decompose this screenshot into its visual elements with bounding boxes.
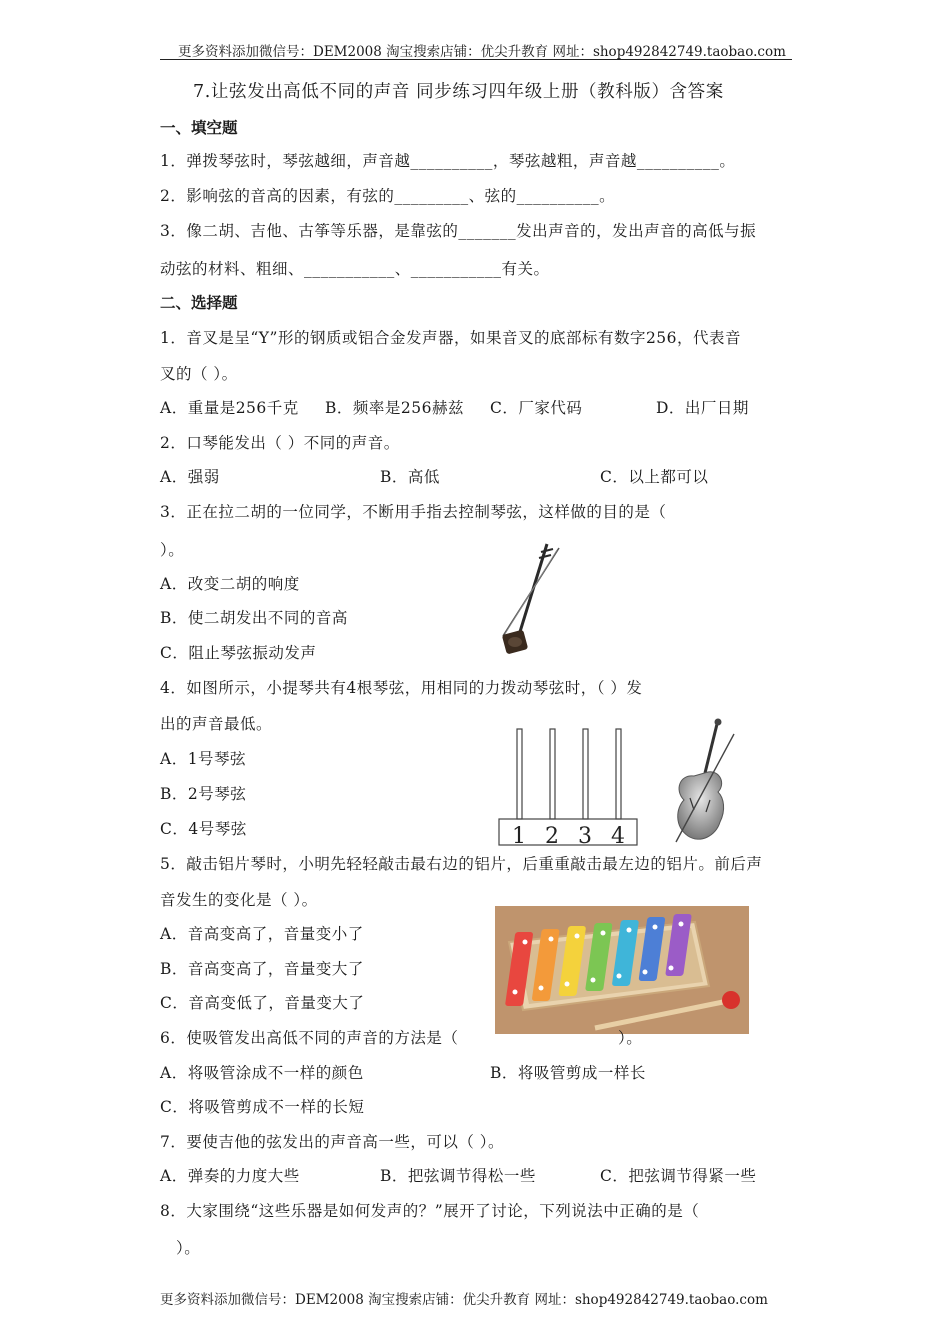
q6-option-a: A．将吸管涂成不一样的颜色 — [160, 1064, 364, 1082]
xylophone-image — [495, 906, 749, 1034]
q3-option-c: C．阻止琴弦振动发声 — [160, 644, 317, 662]
q5-option-a: A．音高变高了，音量变小了 — [160, 925, 364, 943]
string-label-4: 4 — [611, 824, 625, 849]
q1-option-c: C．厂家代码 — [490, 399, 583, 417]
choice-question-8-line1: 8．大家围绕“这些乐器是如何发声的？”展开了讨论，下列说法中正确的是（ — [160, 1202, 700, 1220]
q6-option-c: C．将吸管剪成不一样的长短 — [160, 1098, 365, 1116]
q5-option-b: B．音高变高了，音量变大了 — [160, 960, 364, 978]
q2-option-b: B．高低 — [380, 468, 440, 486]
page-footer: 更多资料添加微信号：DEM2008 淘宝搜索店铺：优尖升教育 网址：shop492842749.taobao.com — [160, 1292, 768, 1308]
page-header: 更多资料添加微信号：DEM2008 淘宝搜索店铺：优尖升教育 网址：shop492842749.taobao.com — [178, 44, 786, 60]
choice-question-4-line1: 4．如图所示，小提琴共有4根琴弦，用相同的力拨动琴弦时，（ ）发 — [160, 679, 643, 697]
violin-strings-diagram — [495, 725, 640, 850]
choice-question-3-line1: 3．正在拉二胡的一位同学，不断用手指去控制琴弦，这样做的目的是（ — [160, 503, 667, 521]
page-title: 7.让弦发出高低不同的声音 同步练习四年级上册（教科版）含答案 — [193, 82, 724, 102]
string-label-3: 3 — [578, 824, 592, 849]
q6-option-b: B．将吸管剪成一样长 — [490, 1064, 646, 1082]
q2-option-c: C．以上都可以 — [600, 468, 709, 486]
q3-option-a: A．改变二胡的响度 — [160, 575, 300, 593]
fill-question-1: 1．弹拨琴弦时，琴弦越细，声音越__________，琴弦越粗，声音越__________。 — [160, 152, 736, 170]
choice-question-4-line2: 出的声音最低。 — [160, 715, 273, 733]
fill-question-2: 2．影响弦的音高的因素，有弦的_________、弦的__________。 — [160, 187, 616, 205]
q1-option-b: B．频率是256赫兹 — [325, 399, 464, 417]
choice-question-7: 7．要使吉他的弦发出的声音高一些，可以（ ）。 — [160, 1133, 505, 1151]
q4-option-a: A．1号琴弦 — [160, 750, 247, 768]
q5-option-c: C．音高变低了，音量变大了 — [160, 994, 365, 1012]
q7-option-b: B．把弦调节得松一些 — [380, 1167, 536, 1185]
section-heading-choice: 二、选择题 — [160, 294, 238, 312]
q3-option-b: B．使二胡发出不同的音高 — [160, 609, 348, 627]
erhu-image — [495, 540, 570, 665]
q1-option-d: D．出厂日期 — [656, 399, 749, 417]
q4-option-b: B．2号琴弦 — [160, 785, 247, 803]
header-divider — [160, 59, 792, 60]
choice-question-2: 2．口琴能发出（ ）不同的声音。 — [160, 434, 400, 452]
violin-image — [660, 718, 745, 848]
string-label-1: 1 — [512, 824, 526, 849]
choice-question-5-line1: 5．敲击铝片琴时，小明先轻轻敲击最右边的铝片，后重重敲击最左边的铝片。前后声 — [160, 855, 763, 873]
choice-question-6-text: 6．使吸管发出高低不同的声音的方法是（ — [160, 1029, 459, 1047]
choice-question-8-line2: ）。 — [176, 1239, 201, 1257]
choice-question-3-line2: ）。 — [160, 541, 185, 559]
q7-option-a: A．弹奏的力度大些 — [160, 1167, 300, 1185]
fill-question-3-line2: 动弦的材料、粗细、___________、___________有关。 — [160, 260, 550, 278]
choice-question-1-line2: 叉的（ ）。 — [160, 365, 238, 383]
choice-question-5-line2: 音发生的变化是（ ）。 — [160, 891, 318, 909]
choice-question-1-line1: 1．音叉是呈“Y”形的钢质或铝合金发声器，如果音叉的底部标有数字256，代表音 — [160, 329, 742, 347]
q4-option-c: C．4号琴弦 — [160, 820, 247, 838]
q1-option-a: A．重量是256千克 — [160, 399, 299, 417]
q7-option-c: C．把弦调节得紧一些 — [600, 1167, 757, 1185]
section-heading-fill-in: 一、填空题 — [160, 119, 238, 137]
q2-option-a: A．强弱 — [160, 468, 220, 486]
choice-question-6-end: ）。 — [618, 1029, 643, 1047]
string-label-2: 2 — [545, 824, 559, 849]
fill-question-3-line1: 3．像二胡、吉他、古筝等乐器，是靠弦的_______发出声音的，发出声音的高低与振 — [160, 222, 757, 240]
